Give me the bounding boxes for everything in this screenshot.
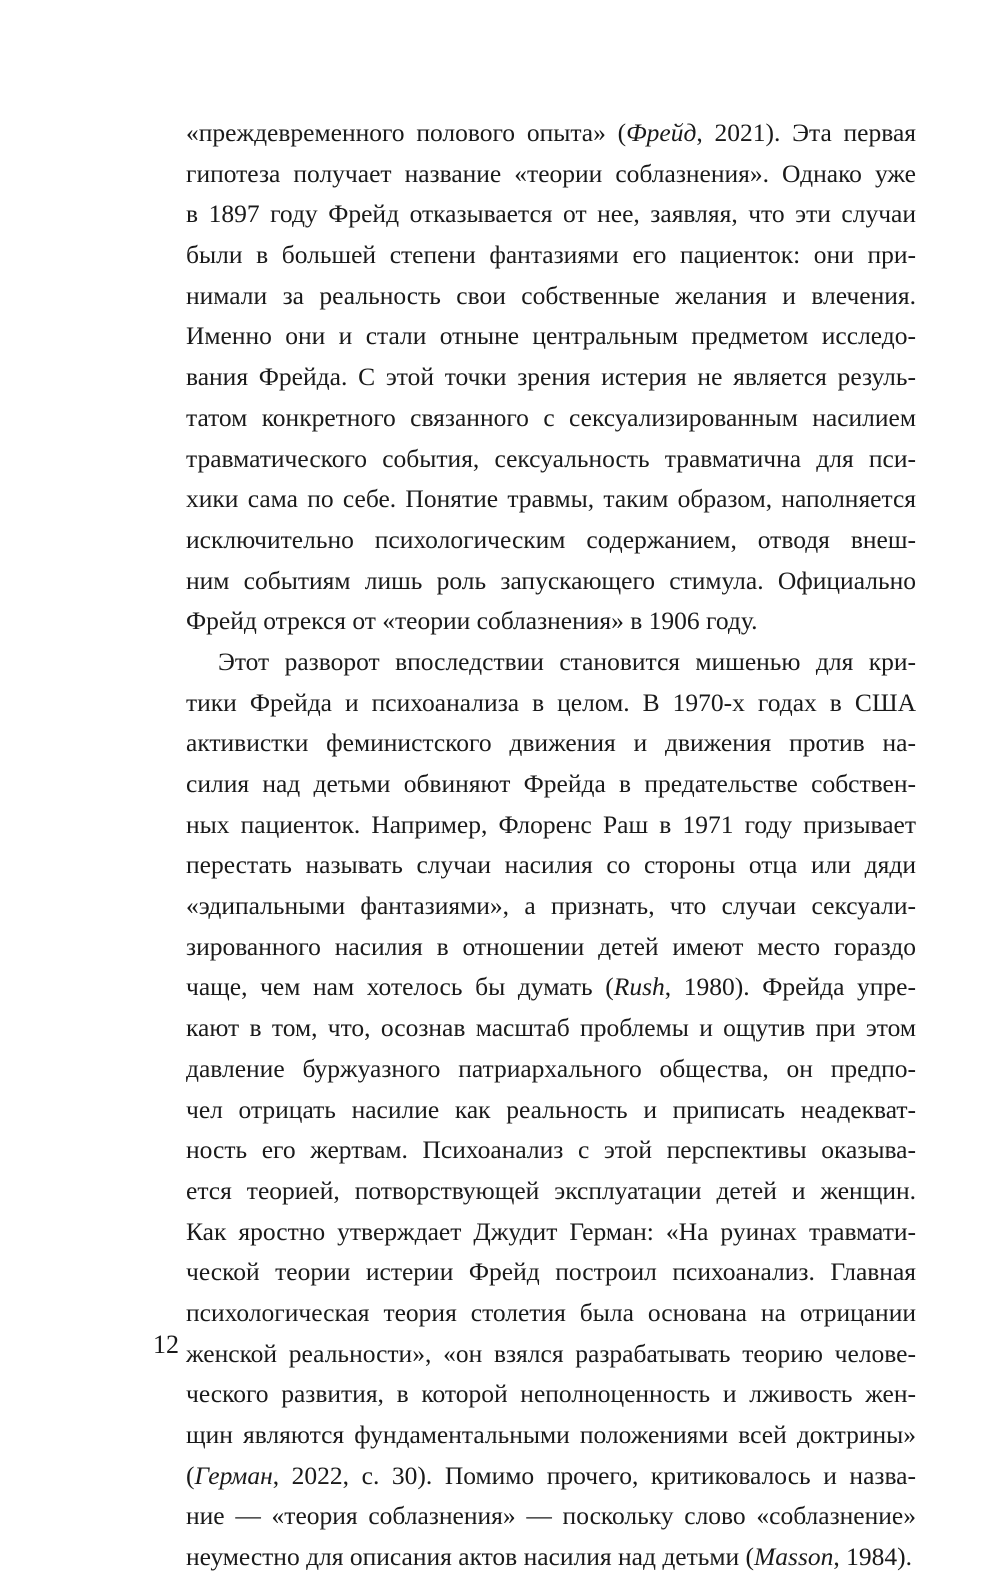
paragraph — [186, 642, 916, 1578]
text-line: исключительно психологическим содержанием, отводя внеш- — [186, 524, 916, 554]
text-line: ние — «теория соблазнения» — поскольку слово «соблазнение» — [186, 1501, 916, 1531]
text-line: «преждевременного полового опыта» (Фрейд, 2021). Эта первая — [186, 118, 916, 147]
text-line: кают в том, что, осознав масштаб проблемы и ощутив при этом — [186, 1013, 916, 1043]
text-line: нимали за реальность свои собственные желания и влечения. — [186, 280, 916, 310]
paragraph — [186, 113, 916, 642]
text-line: (Герман, 2022, с. 30). Помимо прочего, критиковалось и назва- — [186, 1460, 916, 1490]
text-line: гипотеза получает название «теории соблазнения». Однако уже — [186, 158, 916, 188]
text-line: в 1897 году Фрейд отказывается от нее, заявляя, что эти случаи — [186, 199, 916, 229]
text-line: ность его жертвам. Психоанализ с этой перспективы оказыва- — [186, 1135, 916, 1165]
text-line: перестать называть случаи насилия со стороны отца или дяди — [186, 850, 916, 880]
text-line: вания Фрейда. С этой точки зрения истерия не является резуль- — [186, 362, 916, 392]
text-line: чел отрицать насилие как реальность и приписать неадекват- — [186, 1094, 916, 1124]
text-line: Фрейд отрекся от «теории соблазнения» в 1906 году. — [186, 606, 758, 636]
text-line: женской реальности», «он взялся разрабатывать теорию челове- — [186, 1338, 916, 1368]
text-line: Этот разворот впоследствии становится мишенью для кри- — [218, 646, 916, 676]
text-line: ним событиям лишь роль запускающего стимула. Официально — [186, 565, 916, 595]
text-line: давление буржуазного патриархального общества, он предпо- — [186, 1053, 916, 1083]
text-line: ческой теории истерии Фрейд построил психоанализ. Главная — [186, 1257, 916, 1287]
text-line: «эдипальными фантазиями», а признать, что случаи сексуали- — [186, 891, 916, 921]
page-number: 12 — [153, 1330, 179, 1359]
text-line: щин являются фундаментальными положениями всей доктрины» — [186, 1420, 916, 1449]
text-line: зированного насилия в отношении детей имеют место гораздо — [186, 931, 916, 961]
text-line: ных пациенток. Например, Флоренс Раш в 1971 году призывает — [186, 809, 916, 839]
text-line: Именно они и стали отныне центральным предметом исследо- — [186, 321, 916, 351]
text-line: были в большей степени фантазиями его пациенток: они при- — [186, 240, 916, 270]
text-line: неуместно для описания актов насилия над детьми (Masson, 1984). — [186, 1542, 913, 1572]
text-line: чаще, чем нам хотелось бы думать (Rush, 1980). Фрейда упре- — [186, 972, 916, 1002]
text-line: татом конкретного связанного с сексуализированным насилием — [186, 402, 916, 432]
text-line: хики сама по себе. Понятие травмы, таким образом, наполняется — [186, 484, 916, 514]
text-line: ческого развития, в которой неполноценность и лживость жен- — [186, 1379, 916, 1409]
text-line: травматического события, сексуальность травматична для пси- — [186, 443, 916, 473]
text-line: ется теорией, потворствующей эксплуатации детей и женщин. — [186, 1175, 916, 1205]
body-text — [186, 113, 916, 1578]
text-line: активистки феминистского движения и движения против на- — [186, 728, 916, 758]
text-line: силия над детьми обвиняют Фрейда в предательстве собствен- — [186, 769, 916, 798]
text-line: тики Фрейда и психоанализа в целом. В 1970-х годах в США — [186, 687, 916, 717]
text-line: психологическая теория столетия была основана на отрицании — [186, 1297, 916, 1327]
text-line: Как яростно утверждает Джудит Герман: «На руинах травмати- — [186, 1216, 916, 1246]
